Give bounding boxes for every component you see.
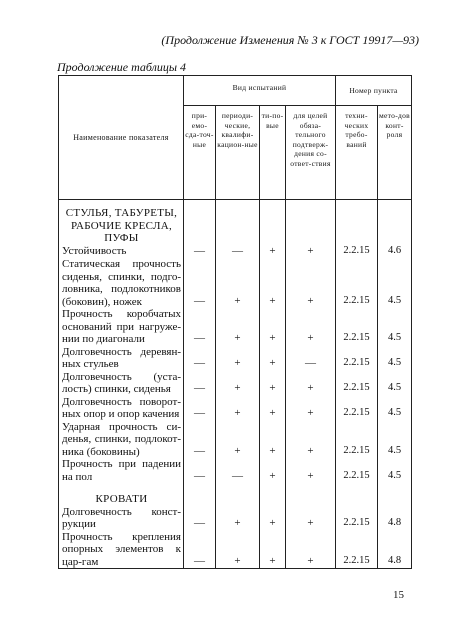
table-row (59, 346, 412, 371)
page-number: 15 (393, 589, 404, 601)
test-mark: + (286, 506, 336, 531)
test-mark: + (260, 531, 286, 569)
column-header-certification: для целей обяза-тельного подтверж-дения со-ответ-ствия (286, 106, 336, 200)
column-header-acceptance: при-емо-сда-точ-ные (184, 106, 216, 200)
test-mark: + (216, 308, 260, 346)
table-row (59, 458, 412, 483)
table-row (59, 245, 412, 259)
test-mark: + (260, 308, 286, 346)
test-mark: — (184, 506, 216, 531)
indicator-name: Устойчивость (59, 245, 184, 259)
test-mark: + (286, 371, 336, 396)
test-mark: + (216, 421, 260, 459)
test-mark: — (184, 531, 216, 569)
test-mark: + (216, 506, 260, 531)
test-mark: + (260, 396, 286, 421)
test-mark: — (184, 396, 216, 421)
indicator-name: Статическая прочность сиденья, спинки, подго-ловника, подлокотников (боковин), ножек (59, 258, 184, 308)
section-title: КРОВАТИ (59, 493, 184, 506)
test-mark: + (260, 421, 286, 459)
test-mark: + (260, 458, 286, 483)
indicator-name: Долговечность (уста-лость) спинки, сиденья (59, 371, 184, 396)
test-method-clause: 4.5 (378, 396, 412, 421)
test-mark: — (184, 245, 216, 259)
test-method-clause: 4.5 (378, 458, 412, 483)
test-method-clause: 4.5 (378, 346, 412, 371)
indicator-name: Прочность коробчатых оснований при нагруже-нии по диагонали (59, 308, 184, 346)
section-title: СТУЛЬЯ, ТАБУРЕТЫ, РАБОЧИЕ КРЕСЛА, ПУФЫ (59, 200, 184, 245)
test-mark: — (286, 346, 336, 371)
indicator-name: Прочность крепления опорных элементов к цар-гам (59, 531, 184, 569)
column-header-type: ти-по-вые (260, 106, 286, 200)
tech-requirement-clause: 2.2.15 (336, 346, 378, 371)
tech-requirement-clause: 2.2.15 (336, 396, 378, 421)
test-mark: + (286, 245, 336, 259)
test-mark: + (286, 258, 336, 308)
test-mark: — (184, 258, 216, 308)
table-row (59, 396, 412, 421)
test-mark: + (216, 258, 260, 308)
test-method-clause: 4.5 (378, 421, 412, 459)
tech-requirement-clause: 2.2.15 (336, 421, 378, 459)
test-mark: + (260, 506, 286, 531)
tech-requirement-clause: 2.2.15 (336, 371, 378, 396)
test-mark: + (286, 421, 336, 459)
test-mark: + (260, 258, 286, 308)
test-mark: — (184, 421, 216, 459)
column-header-tech-requirements: техни-ческих требо-ваний (336, 106, 378, 200)
tech-requirement-clause: 2.2.15 (336, 458, 378, 483)
test-mark: + (216, 396, 260, 421)
indicator-name: Прочность при падении на пол (59, 458, 184, 483)
test-mark: + (286, 458, 336, 483)
table-row (59, 371, 412, 396)
indicator-name: Долговечность конст-рукции (59, 506, 184, 531)
test-mark: + (216, 346, 260, 371)
section-spacer (59, 483, 412, 493)
tech-requirement-clause: 2.2.15 (336, 531, 378, 569)
test-method-clause: 4.5 (378, 258, 412, 308)
tech-requirement-clause: 2.2.15 (336, 258, 378, 308)
indicator-name: Долговечность поворот-ных опор и опор качения (59, 396, 184, 421)
amendment-header: (Продолжение Изменения № 3 к ГОСТ 19917—93) (161, 33, 419, 47)
test-mark: + (260, 245, 286, 259)
test-method-clause: 4.5 (378, 371, 412, 396)
table-row (59, 506, 412, 531)
table-body (59, 200, 412, 569)
table-row (59, 421, 412, 459)
tech-requirement-clause: 2.2.15 (336, 245, 378, 259)
column-header-periodic: периоди-ческие, квалифи-кацион-ные (216, 106, 260, 200)
test-mark: + (286, 308, 336, 346)
test-mark: + (260, 346, 286, 371)
test-mark: + (286, 396, 336, 421)
tech-requirement-clause: 2.2.15 (336, 506, 378, 531)
indicator-name: Долговечность деревян-ных стульев (59, 346, 184, 371)
test-mark: — (184, 458, 216, 483)
test-mark: + (286, 531, 336, 569)
column-group-clause: Номер пункта (336, 76, 412, 106)
table-row (59, 531, 412, 569)
test-mark: + (216, 531, 260, 569)
tech-requirement-clause: 2.2.15 (336, 308, 378, 346)
test-mark: — (216, 458, 260, 483)
indicator-name: Ударная прочность си-денья, спинки, подлокот-ника (боковины) (59, 421, 184, 459)
test-mark: — (216, 245, 260, 259)
column-group-test-types: Вид испытаний (184, 76, 336, 106)
table-caption: Продолжение таблицы 4 (57, 60, 187, 74)
test-mark: — (184, 346, 216, 371)
table-row (59, 308, 412, 346)
column-header-name: Наименование показателя (59, 76, 184, 200)
column-header-test-methods: мето-дов конт-роля (378, 106, 412, 200)
test-mark: + (216, 371, 260, 396)
test-method-clause: 4.8 (378, 506, 412, 531)
test-method-clause: 4.6 (378, 245, 412, 259)
section-chairs (59, 200, 412, 245)
table-row (59, 258, 412, 308)
test-method-clause: 4.8 (378, 531, 412, 569)
test-mark: + (260, 371, 286, 396)
test-mark: — (184, 308, 216, 346)
test-mark: — (184, 371, 216, 396)
section-beds (59, 493, 412, 506)
test-types-table (58, 75, 412, 569)
test-method-clause: 4.5 (378, 308, 412, 346)
